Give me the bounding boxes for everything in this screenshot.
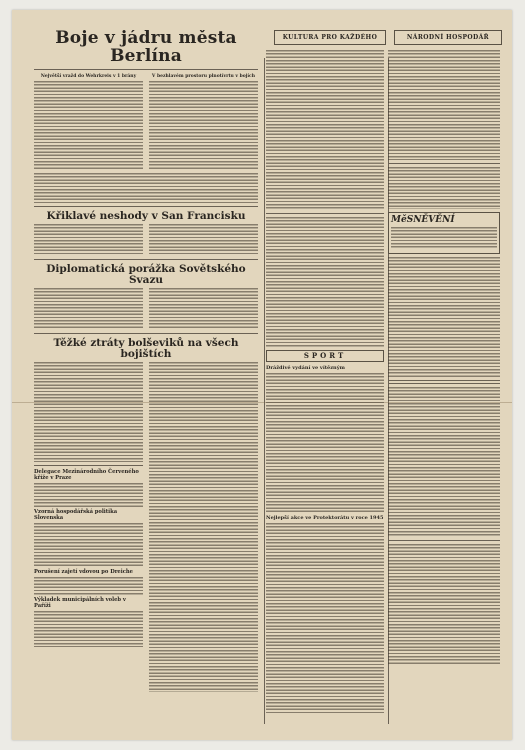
culture-section-banner: KULTURA PRO KAŽDÉHO xyxy=(274,30,386,45)
section-subtitle xyxy=(388,50,500,58)
article-text xyxy=(34,577,143,595)
divider xyxy=(34,333,258,334)
left-news-column xyxy=(34,30,258,740)
newspaper-page xyxy=(12,10,512,740)
column-rule xyxy=(264,58,265,724)
classified-listings xyxy=(388,257,500,377)
article-text xyxy=(149,224,258,254)
divider xyxy=(34,465,143,466)
article-text xyxy=(149,81,258,169)
article-text xyxy=(266,523,384,713)
article-text xyxy=(388,167,500,209)
sport-heading: Dráždivé vydání ve vítězným xyxy=(266,365,345,371)
headline-slovakia: Vzorná hospodářská politika Slovenska xyxy=(34,508,118,521)
article-text xyxy=(149,362,258,692)
sport-section-banner: SPORT xyxy=(266,350,384,362)
divider xyxy=(34,69,258,70)
article-text xyxy=(34,81,143,169)
ad-text xyxy=(391,227,497,249)
divider xyxy=(34,206,258,207)
subheadline-right: V bezhlavém prostoru plnotívrtu v bojích xyxy=(151,73,256,79)
article-text xyxy=(266,373,384,513)
lead-story-columns xyxy=(34,73,258,171)
article-text xyxy=(388,60,500,160)
economy-section-banner: NÁRODNÍ HOSPODÁŘ xyxy=(394,30,502,45)
main-headline: Boje v jádru města Berlína xyxy=(55,30,237,66)
article-text xyxy=(149,288,258,328)
divider xyxy=(266,213,384,214)
headline-diplomatic-defeat: Diplomatická porážka Sovětského Svazu xyxy=(46,262,246,286)
article-columns xyxy=(34,222,258,256)
sport-heading: Nejlepší akce ve Protektorátu v roce 1945 xyxy=(266,515,384,521)
article-text xyxy=(266,217,384,347)
divider xyxy=(388,540,500,541)
article-text xyxy=(34,523,143,567)
section-subtitle xyxy=(266,50,384,58)
divider xyxy=(388,163,500,164)
article-columns xyxy=(34,286,258,330)
subheadline-left: Největší vražd do Wehrkreis v 1 brány xyxy=(40,73,137,79)
culture-sport-column xyxy=(266,48,384,740)
divider xyxy=(34,259,258,260)
article-text xyxy=(34,611,143,647)
divider xyxy=(388,380,500,384)
article-columns xyxy=(34,360,258,694)
classified-listings xyxy=(388,544,500,664)
article-text xyxy=(34,362,143,462)
headline-heavy-losses: Těžké ztráty bolševiků na všech bojištích xyxy=(53,336,239,360)
headline-captivity: Porušení zajetí vdovou po Dreiche xyxy=(34,568,133,575)
article-text xyxy=(34,224,143,254)
headline-san-francisco: Křiklavé neshody v San Francisku xyxy=(46,209,246,222)
article-text xyxy=(34,288,143,328)
economy-column xyxy=(388,48,500,740)
article-text xyxy=(34,483,143,507)
headline-red-cross: Delegace Mezinárodního Červeného kříže v Praze xyxy=(34,468,139,481)
ad-logo: MěSNĚVĚNÍ xyxy=(391,215,455,225)
article-text xyxy=(34,173,258,203)
advertisement-box xyxy=(388,212,500,254)
classified-listings xyxy=(388,387,500,537)
article-text xyxy=(266,60,384,210)
headline-paris-elections: Výkladek municipálních voleb v Paříži xyxy=(34,596,126,609)
